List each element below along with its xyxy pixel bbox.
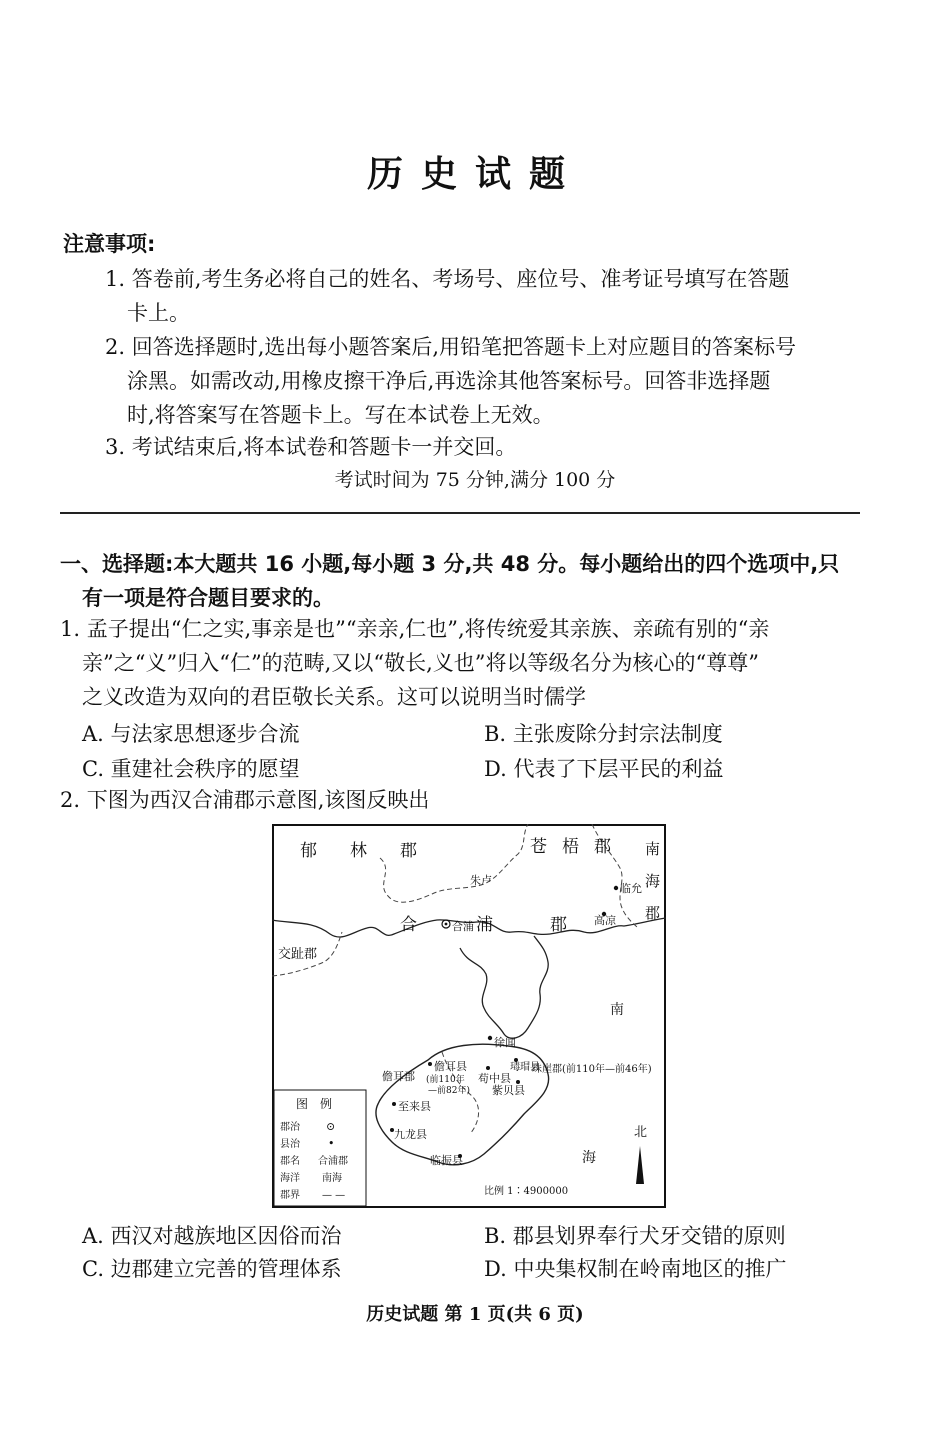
label-shanxian: 瑇瑁县 <box>510 1062 540 1073</box>
notice-heading: 注意事项: <box>63 232 156 256</box>
label-linyun: 临允 <box>620 882 642 895</box>
hepu-map <box>272 824 666 1208</box>
q1-stem-line-1: 1. 孟子提出“仁之实,事亲是也”“亲亲,仁也”,将传统爱其亲族、亲疏有别的“亲 <box>60 617 770 641</box>
label-sea-1: 南 <box>610 1002 624 1018</box>
label-hepu-3: 郡 <box>550 915 567 935</box>
label-daner-dates-1: (前110年 <box>426 1075 465 1085</box>
q2-option-d: D. 中央集权制在岭南地区的推广 <box>484 1257 787 1281</box>
legend-row-1-symbol: ⊙ <box>326 1120 336 1133</box>
notice-line-6: 3. 考试结束后,将本试卷和答题卡一并交回。 <box>105 435 517 459</box>
label-zhulu: 朱卢 <box>470 874 492 887</box>
section-heading-line-2: 有一项是符合题目要求的。 <box>82 586 334 610</box>
label-jiaozhi: 交趾郡 <box>278 947 318 962</box>
q1-option-a: A. 与法家思想逐步合流 <box>82 722 300 746</box>
label-linzhen: 临振县 <box>430 1154 463 1167</box>
label-yulin-2: 林 <box>350 841 367 861</box>
notice-line-4: 涂黑。如需改动,用橡皮擦干净后,再选涂其他答案标号。回答非选择题 <box>127 369 771 393</box>
label-gaoliang: 高凉 <box>594 914 616 927</box>
label-zhilai: 至来县 <box>398 1100 431 1113</box>
page-title: 历史试题 <box>366 154 583 195</box>
label-sea-2: 海 <box>582 1150 596 1166</box>
legend-row-3-symbol: 合浦郡 <box>318 1156 348 1167</box>
county-dot-gouzhong <box>486 1066 490 1070</box>
legend-row-4-name: 海洋 <box>280 1173 300 1184</box>
label-gouzhong: 苟中县 <box>478 1072 511 1085</box>
label-jiulong: 九龙县 <box>394 1128 427 1141</box>
scale-label: 比例 1∶4900000 <box>484 1186 569 1197</box>
label-hepu-2: 浦 <box>476 915 493 935</box>
county-dot-zhilai <box>392 1102 396 1106</box>
q1-option-d: D. 代表了下层平民的利益 <box>484 757 724 781</box>
label-danerjun: 儋耳郡 <box>382 1070 415 1083</box>
q2-option-b: B. 郡县划界奉行犬牙交错的原则 <box>484 1224 786 1248</box>
legend-title: 图 例 <box>296 1097 333 1111</box>
exam-time-info: 考试时间为 75 分钟,满分 100 分 <box>334 469 616 491</box>
q2-option-c: C. 边郡建立完善的管理体系 <box>82 1257 342 1281</box>
q1-stem-line-3: 之义改造为双向的君臣敬长关系。这可以说明当时儒学 <box>82 685 586 709</box>
label-cangwu-1: 苍 <box>530 837 547 857</box>
label-hepu-seat: 合浦 <box>452 920 474 933</box>
label-zibei: 紫贝县 <box>492 1084 525 1097</box>
legend-row-5-symbol: — — <box>322 1190 346 1201</box>
q2-option-a: A. 西汉对越族地区因俗而治 <box>82 1224 342 1248</box>
label-zhuyajun: 珠崖郡(前110年—前46年) <box>532 1064 652 1075</box>
legend-row-5-name: 郡界 <box>280 1190 300 1201</box>
page-footer: 历史试题 第 1 页(共 6 页) <box>366 1304 584 1325</box>
q1-stem-line-2: 亲”之“义”归入“仁”的范畴,又以“敬长,义也”将以等级名分为核心的“尊尊” <box>82 651 759 675</box>
commandery-seat-hepu-dot <box>445 923 448 926</box>
divider <box>60 512 860 514</box>
label-danerxian: 儋耳县 <box>434 1060 467 1073</box>
legend-row-2-symbol: • <box>328 1137 335 1150</box>
county-dot-xuwen <box>488 1036 492 1040</box>
legend-row-3-name: 郡名 <box>280 1156 300 1167</box>
label-yulin-3: 郡 <box>400 841 417 861</box>
notice-line-3: 2. 回答选择题时,选出每小题答案后,用铅笔把答题卡上对应题目的答案标号 <box>105 335 797 359</box>
county-dot-danerxian <box>428 1062 432 1066</box>
label-xuwen: 徐闻 <box>494 1036 516 1049</box>
label-nanhai-jun-1: 南 <box>645 840 661 858</box>
label-daner-dates-2: —前82年) <box>428 1086 470 1096</box>
county-dot-linyun <box>614 886 618 890</box>
legend-row-4-symbol: 南海 <box>322 1173 342 1184</box>
q1-option-b: B. 主张废除分封宗法制度 <box>484 722 723 746</box>
legend-row-1-name: 郡治 <box>280 1122 300 1133</box>
notice-line-1: 1. 答卷前,考生务必将自己的姓名、考场号、座位号、准考证号填写在答题 <box>105 267 790 291</box>
legend-row-2-name: 县治 <box>280 1139 300 1150</box>
q1-option-c: C. 重建社会秩序的愿望 <box>82 757 300 781</box>
label-nanhai-jun-2: 海 <box>645 872 661 890</box>
notice-line-2: 卡上。 <box>127 301 190 325</box>
label-cangwu-2: 梧 <box>562 837 579 857</box>
label-hepu-1: 合 <box>400 915 417 935</box>
notice-line-5: 时,将答案写在答题卡上。写在本试卷上无效。 <box>127 403 554 427</box>
label-cangwu-3: 郡 <box>594 837 611 857</box>
q2-stem: 2. 下图为西汉合浦郡示意图,该图反映出 <box>60 788 430 812</box>
section-heading-line-1: 一、选择题:本大题共 16 小题,每小题 3 分,共 48 分。每小题给出的四个选项中,只 <box>60 552 840 576</box>
label-yulin-1: 郁 <box>300 841 317 861</box>
label-nanhai-jun-3: 郡 <box>645 904 661 922</box>
north-label: 北 <box>634 1125 648 1140</box>
